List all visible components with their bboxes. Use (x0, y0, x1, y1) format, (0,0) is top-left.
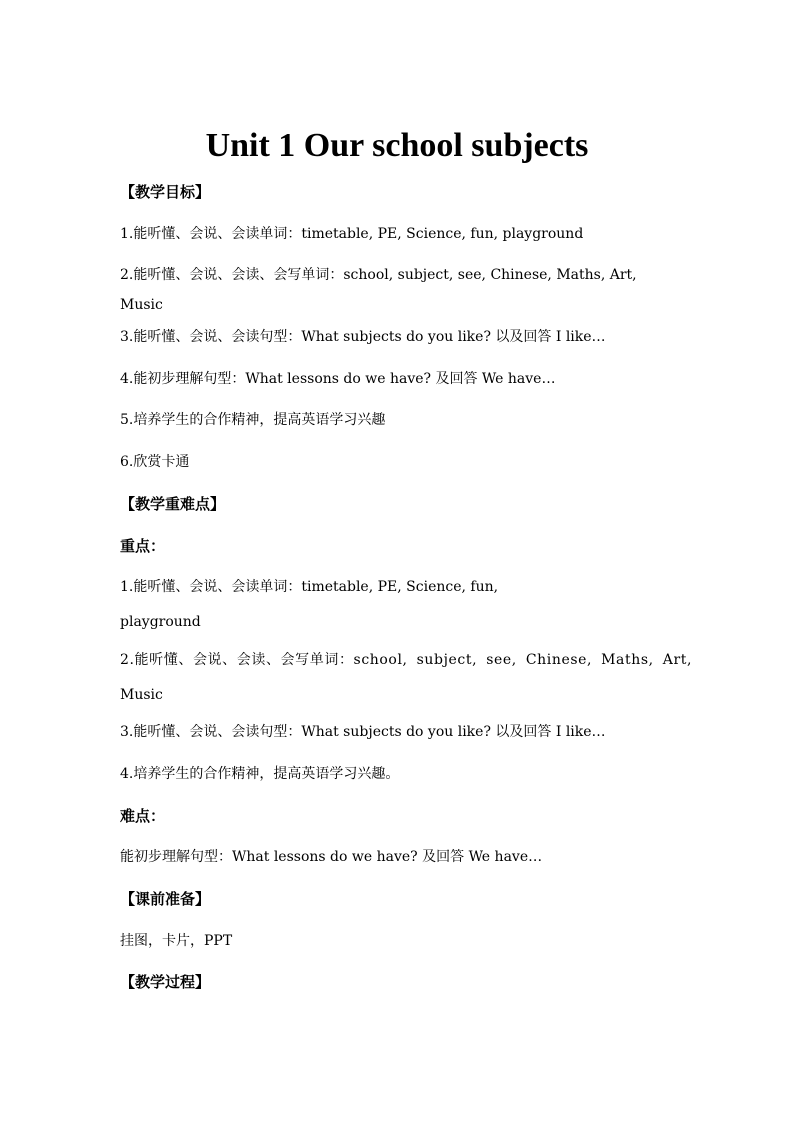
key-difficult-heading: 【教学重难点】 (120, 495, 226, 513)
objective-item: 5.培养学生的合作精神，提高英语学习兴趣 (120, 412, 386, 428)
preparation-item: 挂图，卡片，PPT (120, 933, 233, 949)
key-point-item: 2.能听懂、会说、会读、会写单词：school, subject, see, Chinese, Maths, Art, (120, 652, 693, 668)
difficult-points-heading: 难点： (120, 807, 166, 825)
key-point-item-continuation: Music (120, 687, 163, 703)
key-point-item-continuation: playground (120, 614, 201, 630)
objective-item: 4.能初步理解句型：What lessons do we have? 及回答 We have… (120, 371, 556, 387)
process-heading: 【教学过程】 (120, 973, 211, 991)
key-points-heading: 重点： (120, 537, 166, 555)
objective-item: 6.欣赏卡通 (120, 454, 190, 470)
page-title: Unit 1 Our school subjects (205, 127, 589, 164)
key-point-item: 3.能听懂、会说、会读句型：What subjects do you like? 以及回答 I like… (120, 724, 606, 740)
preparation-heading: 【课前准备】 (120, 890, 211, 908)
objective-item: 1.能听懂、会说、会读单词：timetable, PE, Science, fun, playground (120, 226, 584, 242)
key-point-item: 4.培养学生的合作精神，提高英语学习兴趣。 (120, 766, 400, 782)
key-point-item: 1.能听懂、会说、会读单词：timetable, PE, Science, fun, (120, 579, 499, 595)
objective-item: 2.能听懂、会说、会读、会写单词：school, subject, see, Chinese, Maths, Art, (120, 267, 637, 283)
objectives-heading: 【教学目标】 (120, 183, 211, 201)
objective-item: 3.能听懂、会说、会读句型：What subjects do you like? 以及回答 I like… (120, 329, 606, 345)
difficult-point-item: 能初步理解句型：What lessons do we have? 及回答 We have… (120, 849, 543, 865)
objective-item-continuation: Music (120, 297, 163, 313)
